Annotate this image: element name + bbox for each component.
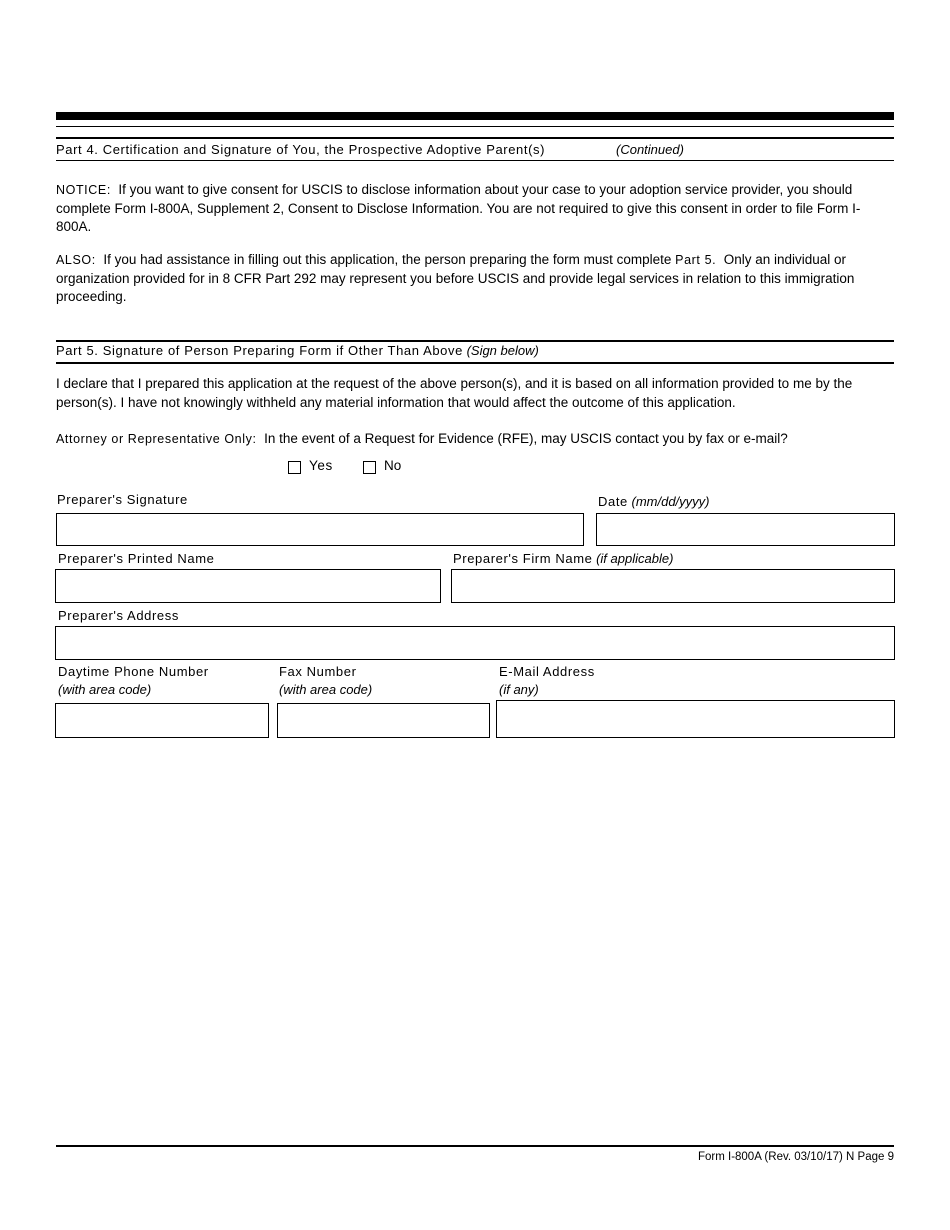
part5-sign-note: (Sign below) (466, 343, 539, 358)
notice-label: NOTICE: (56, 183, 111, 197)
notice-paragraph (56, 181, 894, 237)
phone-hint: (with area code) (58, 682, 152, 697)
phone-label-block (58, 663, 209, 699)
no-checkbox[interactable] (363, 461, 376, 474)
also-label: ALSO: (56, 253, 96, 267)
fax-label: Fax Number (279, 664, 357, 679)
email-field[interactable] (496, 700, 895, 738)
address-field[interactable] (55, 626, 895, 660)
part4-header (56, 142, 684, 157)
email-label: E-Mail Address (499, 664, 595, 679)
attorney-question-row (56, 431, 788, 446)
yes-checkbox[interactable] (288, 461, 301, 474)
date-label-row (598, 493, 710, 511)
yes-label: Yes (309, 458, 333, 473)
part4-header-bottom-rule (56, 160, 894, 161)
top-thick-rule (56, 112, 894, 120)
part5-title: Part 5. Signature of Person Preparing Form if Other Than Above (56, 343, 463, 358)
also-part-ref: Part 5. (675, 253, 717, 267)
printed-name-label: Preparer's Printed Name (58, 551, 215, 566)
part5-header-top-rule (56, 340, 894, 342)
firm-name-label: Preparer's Firm Name (453, 551, 593, 566)
fax-hint: (with area code) (279, 682, 373, 697)
signature-field[interactable] (56, 513, 584, 546)
address-label: Preparer's Address (58, 608, 179, 623)
firm-name-field[interactable] (451, 569, 895, 603)
phone-field[interactable] (55, 703, 269, 738)
fax-field[interactable] (277, 703, 490, 738)
part5-header (56, 343, 539, 358)
part4-title: Part 4. Certification and Signature of You, the Prospective Adoptive Parent(s) (56, 142, 546, 157)
attorney-label: Attorney or Representative Only: (56, 432, 257, 446)
top-thin-rule (56, 126, 894, 127)
date-field[interactable] (596, 513, 895, 546)
notice-text: If you want to give consent for USCIS to disclose information about your case to your adoption service provider, you should complete Form I-800A, Supplement 2, Consent to Disclose Information. You are not required to give this consent in order to file Form I-800A. (56, 182, 861, 234)
email-hint: (if any) (499, 682, 539, 697)
part4-continued: (Continued) (616, 142, 684, 157)
no-label: No (384, 458, 402, 473)
form-footer: Form I-800A (Rev. 03/10/17) N Page 9 (697, 1151, 894, 1163)
signature-label: Preparer's Signature (57, 492, 188, 507)
date-label: Date (598, 494, 628, 509)
firm-name-hint: (if applicable) (596, 551, 674, 566)
also-text-before: If you had assistance in filling out this application, the person preparing the form must complete (103, 252, 672, 267)
declaration-paragraph: I declare that I prepared this application at the request of the above person(s), and it is based on all information provided to me by the person(s). I have not knowingly withheld any material information that would affect the outcome of this application. (56, 376, 853, 410)
also-text-after: Only an individual or organization provided for in 8 CFR Part 292 may represent you before USCIS and provide legal services in relation to this immigration proceeding. (56, 252, 855, 304)
email-label-block (499, 663, 595, 699)
date-hint: (mm/dd/yyyy) (631, 494, 710, 509)
printed-name-field[interactable] (55, 569, 441, 603)
footer-rule (56, 1145, 894, 1147)
part4-header-top-rule (56, 137, 894, 139)
part5-header-bottom-rule (56, 362, 894, 364)
phone-label: Daytime Phone Number (58, 664, 209, 679)
fax-label-block (279, 663, 372, 699)
firm-name-label-row (453, 550, 673, 568)
also-paragraph (56, 251, 894, 307)
attorney-question: In the event of a Request for Evidence (RFE), may USCIS contact you by fax or e-mail? (264, 431, 788, 446)
